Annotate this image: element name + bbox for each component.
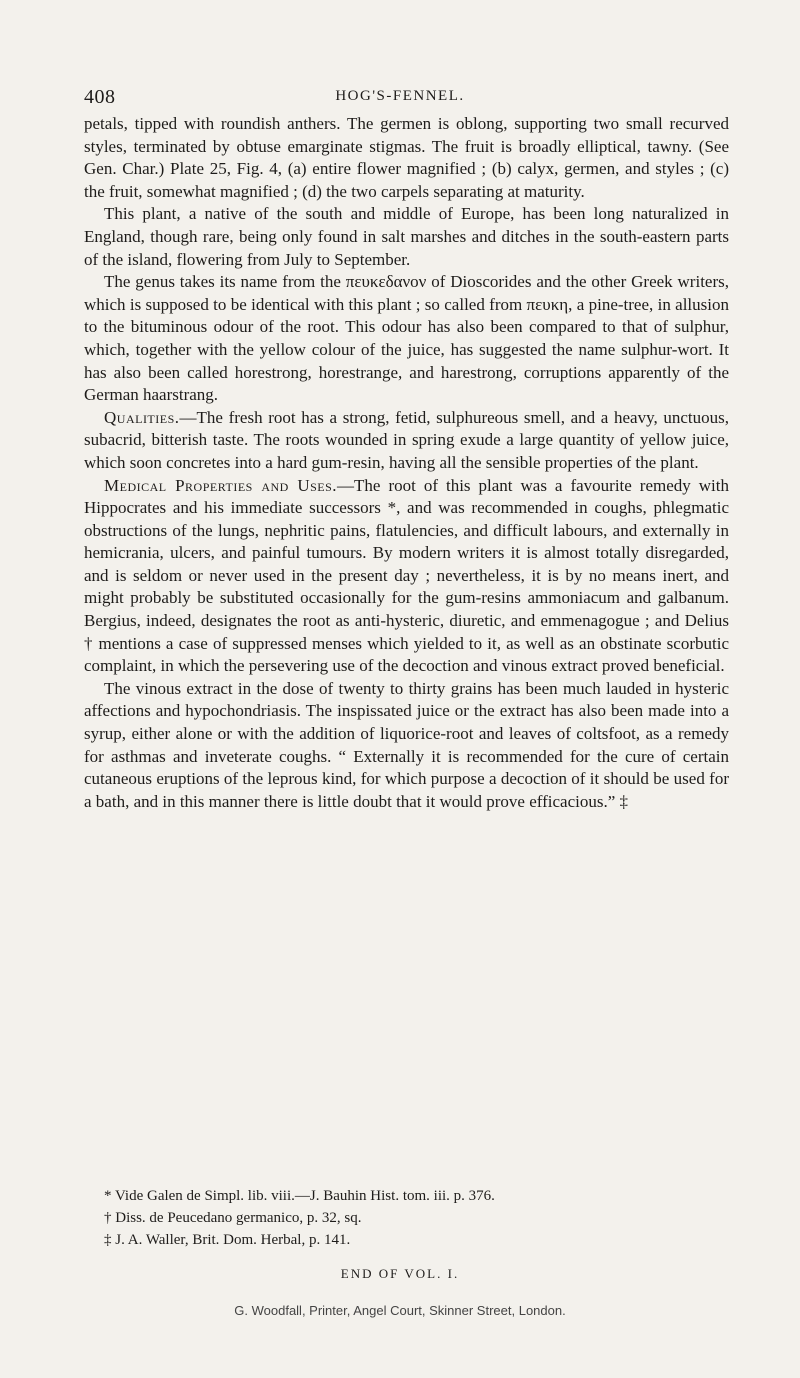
footnote-peucedano: † Diss. de Peucedano germanico, p. 32, sq. bbox=[104, 1210, 362, 1226]
footnote-waller: ‡ J. A. Waller, Brit. Dom. Herbal, p. 141. bbox=[104, 1232, 351, 1248]
paragraph-etymology: The genus takes its name from the πευκεδανον of Dioscorides and the other Greek writers, which is supposed to be identical with this plant ; so called from πευκη, a pine-tree, in allusion to the bituminous odour of the root. This odour has also been compared to that of sulphur, which, together with the yellow colour of the juice, has suggested the name sulphur-wort. It has also been called horestrong, horestrange, and harestrong, corruptions apparently of the German haarstrang. bbox=[84, 272, 729, 405]
paragraph-habitat: This plant, a native of the south and middle of Europe, has been long naturalized in England, though rare, being only found in salt marshes and ditches in the south-eastern parts of the island, flowering from July to September. bbox=[84, 204, 729, 269]
paragraph-vinous-extract: The vinous extract in the dose of twenty to thirty grains has been much lauded in hysteric affections and hypochondriasis. The inspissated juice or the extract has also been made into a syrup, either alone or with the addition of liquorice-root and leaves of coltsfoot, as a remedy for asthmas and inveterate coughs. “ Externally it is recommended for the cure of certain cutaneous eruptions of the leprous kind, for which purpose a decoction of it should be used for a bath, and in this manner there is little doubt that it would prove efficacious.” ‡ bbox=[84, 678, 729, 811]
paragraph-qualities bbox=[84, 407, 729, 475]
footnote-galen: * Vide Galen de Simpl. lib. viii.—J. Bauhin Hist. tom. iii. p. 376. bbox=[104, 1188, 495, 1204]
qualities-text: —The fresh root has a strong, fetid, sulphureous smell, and a heavy, unctuous, subacrid, bitterish taste. The roots wounded in spring exude a large quantity of yellow juice, which soon concretes into a hard gum-resin, having all the sensible properties of the plant. bbox=[84, 407, 729, 472]
qualities-heading: Qualities. bbox=[104, 407, 180, 427]
medical-uses-text: —The root of this plant was a favourite remedy with Hippocrates and his immediate successors *, and was recommended in coughs, phlegmatic obstructions of the lungs, nephritic pains, flatulencies, and difficult labours, and externally in hemicrania, ulcers, and painful tumours. By modern writers it is almost totally disregarded, and is seldom or never used in the present day ; nevertheless, it is by no means inert, and might probably be substituted occasionally for the gum-resins ammoniacum and galbanum. Bergius, indeed, designates the root as anti-hysteric, diuretic, and emmenagogue ; and Delius † mentions a case of suppressed menses which yielded to it, as well as an obstinate scorbutic complaint, in which the persevering use of the decoction and vinous extract proved beneficial. bbox=[84, 475, 729, 676]
running-title: HOG'S-FENNEL. bbox=[335, 88, 465, 104]
end-of-volume: END OF VOL. I. bbox=[340, 1266, 460, 1281]
paragraph-medical-uses bbox=[84, 475, 729, 678]
footnotes bbox=[104, 1185, 729, 1251]
body-text bbox=[84, 113, 729, 813]
paragraph-petals: petals, tipped with roundish anthers. The germen is oblong, supporting two small recurved styles, terminated by obtuse emarginate stigmas. The fruit is broadly elliptical, tawny. (See Gen. Char.) Plate 25, Fig. 4, (a) entire flower magnified ; (b) calyx, germen, and styles ; (c) the fruit, somewhat magnified ; (d) the two carpels separating at maturity. bbox=[84, 114, 729, 201]
medical-uses-heading: Medical Properties and Uses. bbox=[104, 475, 338, 495]
printer-imprint: G. Woodfall, Printer, Angel Court, Skinner Street, London. bbox=[234, 1303, 566, 1318]
page-number: 408 bbox=[84, 86, 116, 108]
